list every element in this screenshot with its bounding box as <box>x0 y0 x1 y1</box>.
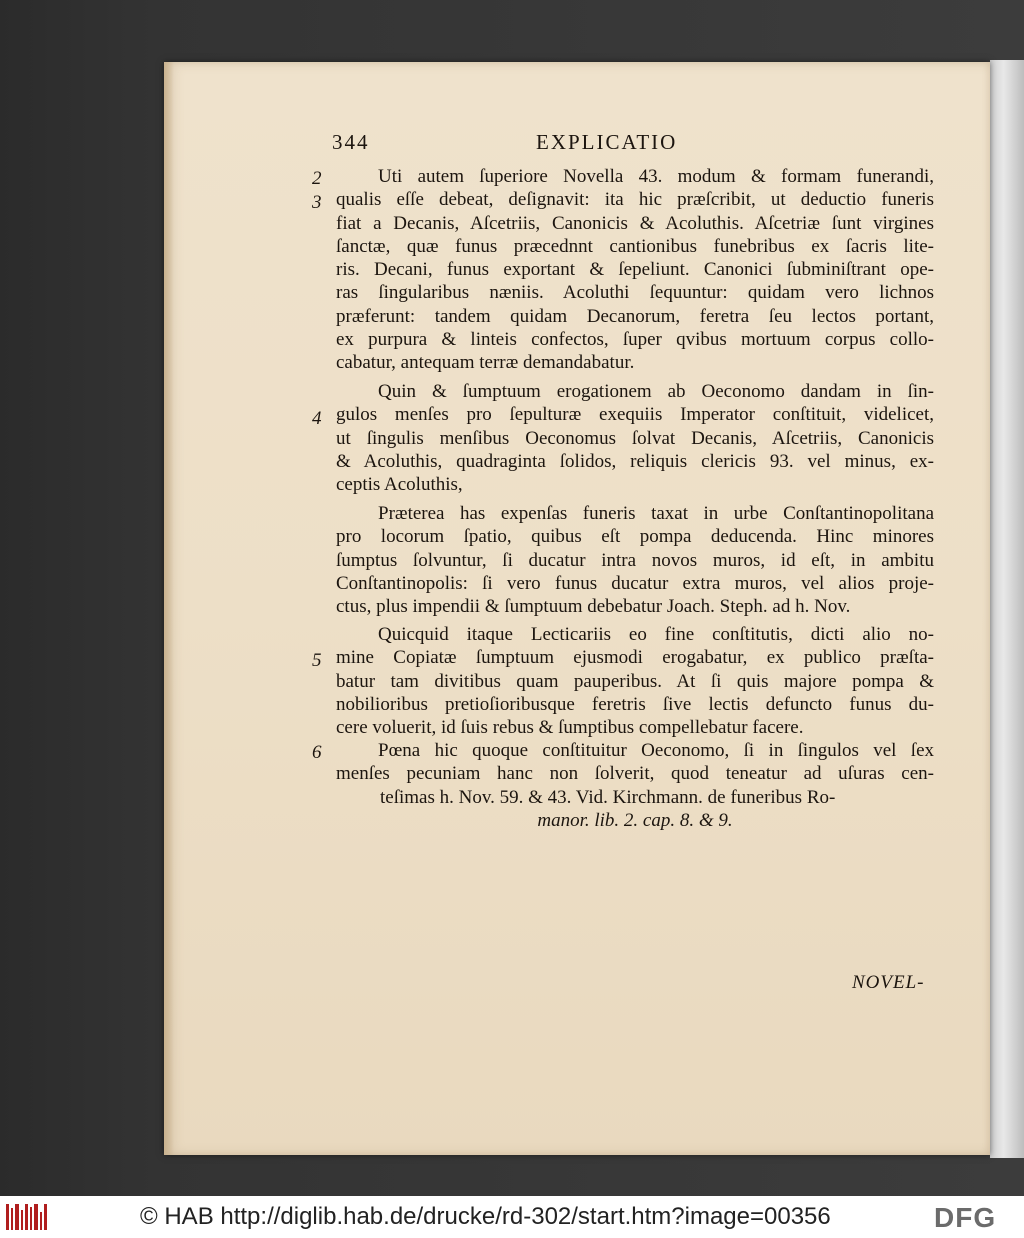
running-head <box>164 130 990 160</box>
text-line: fiat a Decanis, Aſcetriis, Canonicis & Acoluthis. Aſcetriæ ſunt virgines <box>336 212 934 234</box>
text-line: & Acoluthis, quadraginta ſolidos, reliquis clericis 93. vel minus, ex- <box>336 450 934 472</box>
text-line: Pœna hic quoque conſtituitur Oeconomo, ſi in ſingulos vel ſex <box>378 740 934 761</box>
text-line: manor. lib. 2. cap. 8. & 9. <box>537 809 733 831</box>
svg-text:DFG: DFG <box>934 1203 997 1231</box>
text-line: ſumptus ſolvuntur, ſi ducatur intra novos muros, id eſt, in ambitu <box>336 549 934 571</box>
text-line: Uti autem ſuperiore Novella 43. modum & formam funerandi, <box>378 166 934 187</box>
text-line: qualis eſſe debeat, deſignavit: ita hic præſcribit, ut deductio funeris <box>336 189 934 211</box>
text-line: menſes pecuniam hanc non ſolverit, quod teneatur ad uſuras cen- <box>336 763 934 785</box>
margin-number: 6 <box>312 742 322 763</box>
text-line: cere voluerit, id ſuis rebus & ſumptibus compellebatur facere. <box>336 717 804 739</box>
text-line: ut ſingulis menſibus Oeconomus ſolvat Decanis, Aſcetriis, Canonicis <box>336 427 934 449</box>
hab-logo-icon <box>6 1204 50 1230</box>
page-gutter-shadow <box>164 62 174 1155</box>
text-line: ris. Decani, funus exportant & ſepeliunt. Canonici ſubminiſtrant ope- <box>336 259 934 281</box>
text-line: mine Copiatæ ſumptuum ejusmodi erogabatur, ex publico præſta- <box>336 647 934 669</box>
text-line: ctus, plus impendii & ſumptuum debebatur Joach. Steph. ad h. Nov. <box>336 596 851 618</box>
margin-number: 3 <box>312 192 322 213</box>
text-line: Quicquid itaque Lecticariis eo fine conſtitutis, dicti alio no- <box>378 624 934 645</box>
text-line: præferunt: tandem quidam Decanorum, feretra ſeu lectos portant, <box>336 305 934 327</box>
footer-bar <box>0 1196 1024 1238</box>
catchword: NOVEL- <box>852 972 925 993</box>
text-line: Quin & ſumptuum erogationem ab Oeconomo dandam in ſin- <box>378 381 934 402</box>
text-line: pro locorum ſpatio, quibus eſt pompa deducenda. Hinc minores <box>336 526 934 548</box>
paragraph <box>336 623 934 739</box>
running-title: EXPLICATIO <box>536 130 678 154</box>
paragraph <box>336 739 934 832</box>
margin-number: 2 <box>312 168 322 189</box>
text-line: ſanctæ, quæ funus præcednnt cantionibus funebribus ex ſacris lite- <box>336 235 934 257</box>
text-line: ceptis Acoluthis, <box>336 474 463 496</box>
text-line: nobilioribus pretioſioribusque feretris ſive lectis defuncto funus du- <box>336 693 934 715</box>
dfg-logo-icon <box>934 1203 1018 1231</box>
text-line: gulos menſes pro ſepulturæ exequiis Imperator conſtituit, videlicet, <box>336 404 934 426</box>
text-line: Conſtantinopolis: ſi vero funus ducatur extra muros, vel alios proje- <box>336 572 934 594</box>
paragraph <box>336 380 934 496</box>
text-line: cabatur, antequam terræ demandabatur. <box>336 352 635 374</box>
text-line: ex purpura & linteis confectos, ſuper qvibus mortuum corpus collo- <box>336 329 934 351</box>
paragraph <box>336 165 934 375</box>
text-line: batur tam divitibus quam pauperibus. At ſi quis majore pompa & <box>336 670 934 692</box>
text-line: teſimas h. Nov. 59. & 43. Vid. Kirchmann. de funeribus Ro- <box>380 786 836 808</box>
paragraph <box>336 502 934 618</box>
text-line: Præterea has expenſas funeris taxat in urbe Conſtantinopolitana <box>378 503 934 524</box>
copyright-link[interactable]: © HAB http://diglib.hab.de/drucke/rd-302/start.htm?image=00356 <box>140 1203 831 1230</box>
book-page <box>164 62 990 1155</box>
text-line: ras ſingularibus næniis. Acoluthi ſequuntur: quidam vero lichnos <box>336 282 934 304</box>
page-number: 344 <box>332 130 370 154</box>
margin-number: 4 <box>312 408 322 429</box>
margin-number: 5 <box>312 650 322 671</box>
adjacent-page-edge <box>990 60 1024 1158</box>
